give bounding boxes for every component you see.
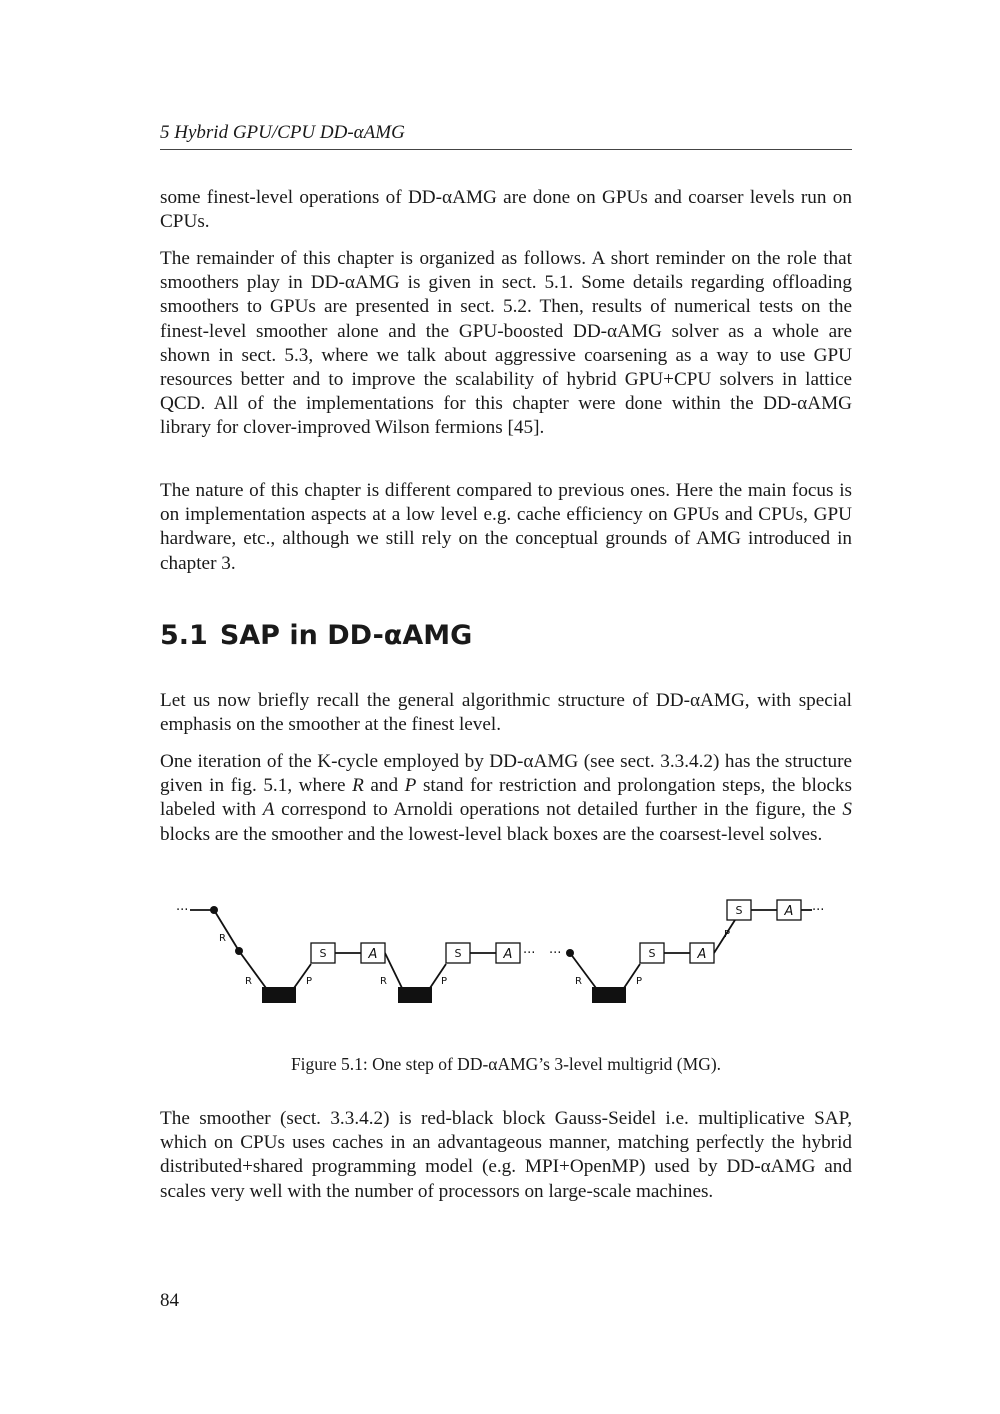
running-header: 5 Hybrid GPU/CPU DD-αAMG: [160, 122, 852, 150]
paragraph-intro: some finest-level operations of DD-αAMG are done on GPUs and coarser levels run on CPUs.: [160, 187, 852, 233]
paragraph-recall: Let us now briefly recall the general algorithmic structure of DD-αAMG, with special emphasis on the smoother at the finest level.: [160, 690, 852, 736]
math-var-p: P: [404, 775, 417, 797]
figure-caption: Figure 5.1: One step of DD-αAMG’s 3-level multigrid (MG).: [290, 1054, 722, 1074]
prolongation-label: P: [306, 976, 313, 987]
restriction-label: R: [575, 976, 582, 987]
edge-line: [239, 951, 266, 988]
smoother-label: S: [319, 947, 327, 960]
restriction-label: R: [245, 976, 252, 987]
restriction-label: R: [380, 976, 387, 987]
arnoldi-label: A: [697, 947, 707, 962]
restriction-label: R: [219, 933, 226, 944]
smoother-label: S: [735, 904, 743, 917]
text-run: stand for restriction and prolongation steps, the blocks labeled with: [160, 775, 852, 821]
section-heading: [160, 620, 852, 651]
section-number: 5.1: [160, 620, 208, 651]
page-number: 84: [160, 1290, 179, 1311]
node-dot: [566, 949, 574, 957]
prolongation-label: P: [724, 929, 731, 940]
text-run: blocks are the smoother and the lowest-level black boxes are the coarsest-level solves.: [160, 823, 823, 845]
node-dot: [210, 906, 218, 914]
arnoldi-label: A: [784, 904, 794, 919]
paragraph-smoother: The smoother (sect. 3.3.4.2) is red-black block Gauss-Seidel i.e. multiplicative SAP, which on CPUs uses caches in an advantageous manner, matching perfectly the hybrid distributed+shared programming model (e.g. MPI+OpenMP) used by DD-αAMG and scales very well with the number of processors on large-scale machines.: [160, 1108, 852, 1202]
edge-line: [214, 910, 239, 951]
math-var-r: R: [352, 775, 364, 797]
edge-line: [385, 953, 402, 988]
text-run: and: [363, 775, 405, 797]
smoother-label: S: [454, 947, 462, 960]
prolongation-label: P: [441, 976, 448, 987]
arnoldi-label: A: [503, 947, 513, 962]
paragraph-chapter-nature: The nature of this chapter is different compared to previous ones. Here the main focus is on implementation aspects at a low level e.g. cache efficiency on GPUs and CPUs, GPU hardware, etc., although we still rely on the conceptual grounds of AMG introduced in chapter 3.: [160, 480, 852, 574]
continuation-dots-middle: ···: [523, 946, 536, 961]
continuation-dots-right: ···: [812, 903, 825, 918]
paragraph-k-cycle: [160, 750, 852, 847]
prolongation-label: P: [636, 976, 643, 987]
math-var-a: A: [262, 799, 275, 821]
section-title-text: SAP in DD-αAMG: [219, 620, 473, 651]
figure-multigrid-diagram: [170, 892, 850, 1012]
coarsest-solve-block: [262, 987, 296, 1003]
paragraph-chapter-outline: The remainder of this chapter is organized as follows. A short reminder on the role that smoothers play in DD-αAMG is given in sect. 5.1. Some details regarding offloading smoothers to GPUs are presented in sect. 5.2. Then, results of numerical tests on the finest-level smoother alone and the GPU-boosted DD-αAMG solver as a whole are shown in sect. 5.3, where we talk about aggressive coarsening as a way to use GPU resources better and to improve the scalability of hybrid GPU+CPU solvers in lattice QCD. All of the implementations for this chapter were done within the DD-αAMG library for clover-improved Wilson fermions [45].: [160, 248, 852, 439]
arnoldi-label: A: [368, 947, 378, 962]
text-run: One iteration of the K-cycle employed by DD-αAMG (see sect. 3.3.4.2) has the structure given in fig. 5.1, where: [160, 751, 852, 797]
multigrid-diagram-svg: [170, 892, 850, 1012]
coarsest-solve-block: [398, 987, 432, 1003]
coarsest-solve-block: [592, 987, 626, 1003]
smoother-label: S: [648, 947, 656, 960]
node-dot: [235, 947, 243, 955]
math-var-s: S: [842, 799, 852, 821]
text-run: correspond to Arnoldi operations not detailed further in the figure, the: [274, 799, 843, 821]
edge-line: [570, 953, 596, 988]
continuation-dots-middle: ···: [549, 946, 562, 961]
continuation-dots-left: ···: [176, 903, 189, 918]
